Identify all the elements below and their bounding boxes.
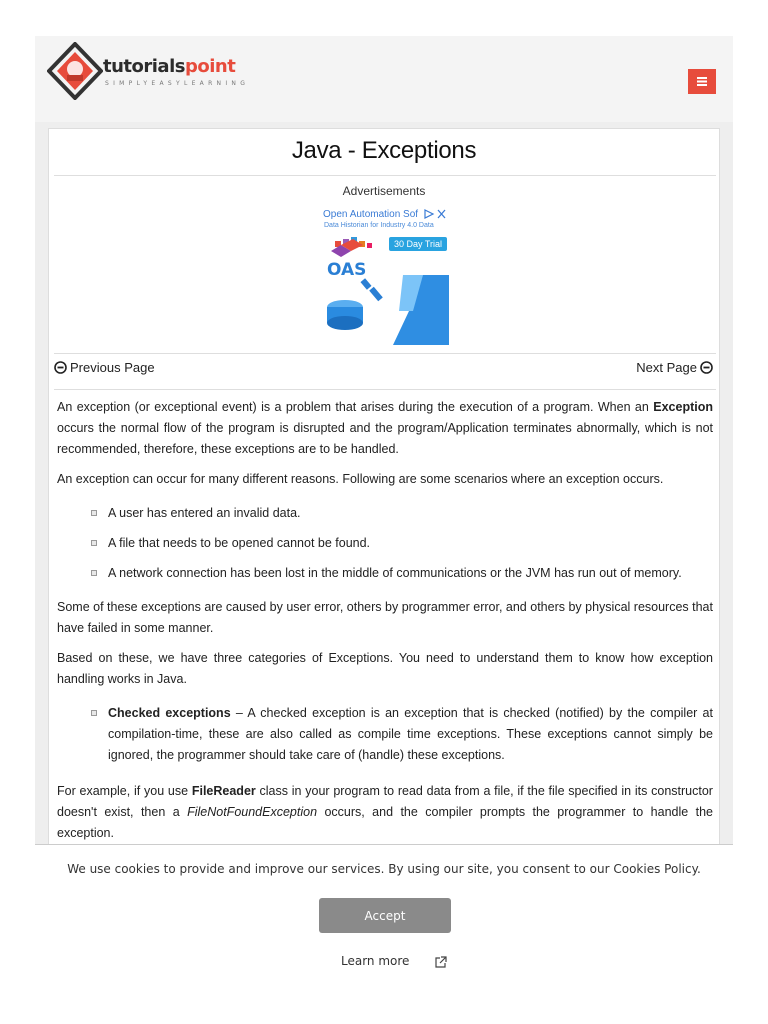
cookie-banner <box>35 844 733 1024</box>
example-paragraph: For example, if you use FileReader class in your program to read data from a file, if the file specified in its constructor doesn't exist, then a FileNotFoundException occurs, and the compiler prompts the programmer to handle the exception. <box>57 784 714 840</box>
ad-divider <box>54 353 716 354</box>
checked-exceptions-term: Checked exceptions <box>108 706 231 720</box>
site-logo[interactable] <box>47 40 287 102</box>
logo-tagline: SIMPLYEASYLEARNING <box>105 80 250 87</box>
page-title: Java - Exceptions <box>291 137 477 164</box>
filereader-term: FileReader <box>191 784 256 798</box>
learn-more-link[interactable]: Learn more <box>341 954 410 968</box>
reasons-paragraph: An exception can occur for many different reasons. Following are some scenarios where an exception occurs. <box>57 472 664 486</box>
filenotfound-term: FileNotFoundException <box>187 805 318 819</box>
causes-paragraph: Some of these exceptions are caused by user error, others by programmer error, and others by physical resources that have failed in some manner. <box>57 600 713 635</box>
circle-arrow-left-icon <box>54 361 67 374</box>
scenario-list <box>91 503 713 584</box>
accept-cookies-button[interactable]: Accept <box>319 898 451 933</box>
cookie-message: We use cookies to provide and improve our services. By using our site, you consent to our Cookies Policy. <box>67 862 701 876</box>
list-item: A user has entered an invalid data. <box>91 503 713 524</box>
menu-button[interactable] <box>688 69 716 94</box>
hamburger-icon <box>697 77 707 86</box>
pager-divider <box>54 389 716 390</box>
ad-title: Open Automation Sof <box>323 209 419 220</box>
bullet-square-icon <box>91 570 97 576</box>
next-page-link[interactable] <box>636 360 713 375</box>
title-divider <box>54 175 716 176</box>
bullet-square-icon <box>91 710 97 716</box>
next-page-label: Next Page <box>636 360 697 375</box>
categories-paragraph: Based on these, we have three categories of Exceptions. You need to understand them to know how exception handling works in Java. <box>57 651 713 686</box>
advertisement[interactable] <box>323 207 453 343</box>
intro-paragraph: An exception (or exceptional event) is a problem that arises during the execution of a program. When an Exception occurs the normal flow of the program is disrupted and the program/Application terminates abnormally, which is not recommended, therefore, these exceptions are to be handled. <box>57 400 713 456</box>
categories-list <box>91 703 713 766</box>
list-item: Checked exceptions – A checked exception is an exception that is checked (notified) by the compiler at compilation-time, these are also called as compile time exceptions. These exceptions cannot simply be ignored, the programmer should take care of (handle) these exceptions. <box>91 703 713 766</box>
list-item: A network connection has been lost in the middle of communications or the JVM has run out of memory. <box>91 563 713 584</box>
logo-wordmark: tutorialspoint <box>103 56 236 77</box>
bullet-square-icon <box>91 510 97 516</box>
ad-trial-badge[interactable]: 30 Day Trial <box>389 237 447 251</box>
list-item: A file that needs to be opened cannot be found. <box>91 533 713 554</box>
ads-label: Advertisements <box>342 184 426 198</box>
ad-brand-graphic <box>323 235 453 345</box>
site-header <box>35 36 733 122</box>
ad-brand-text: OAS <box>327 260 367 280</box>
exception-term: Exception <box>653 400 713 414</box>
ad-subtitle: Data Historian for Industry 4.0 Data <box>324 222 434 229</box>
content-wrapper <box>35 122 733 852</box>
circle-arrow-right-icon <box>700 361 713 374</box>
article-card <box>48 128 720 858</box>
external-link-icon[interactable] <box>434 956 447 969</box>
logo-emblem-icon <box>47 42 103 100</box>
previous-page-label: Previous Page <box>70 360 155 375</box>
bullet-square-icon <box>91 540 97 546</box>
previous-page-link[interactable] <box>54 360 155 375</box>
ad-close-icon[interactable] <box>423 209 447 219</box>
